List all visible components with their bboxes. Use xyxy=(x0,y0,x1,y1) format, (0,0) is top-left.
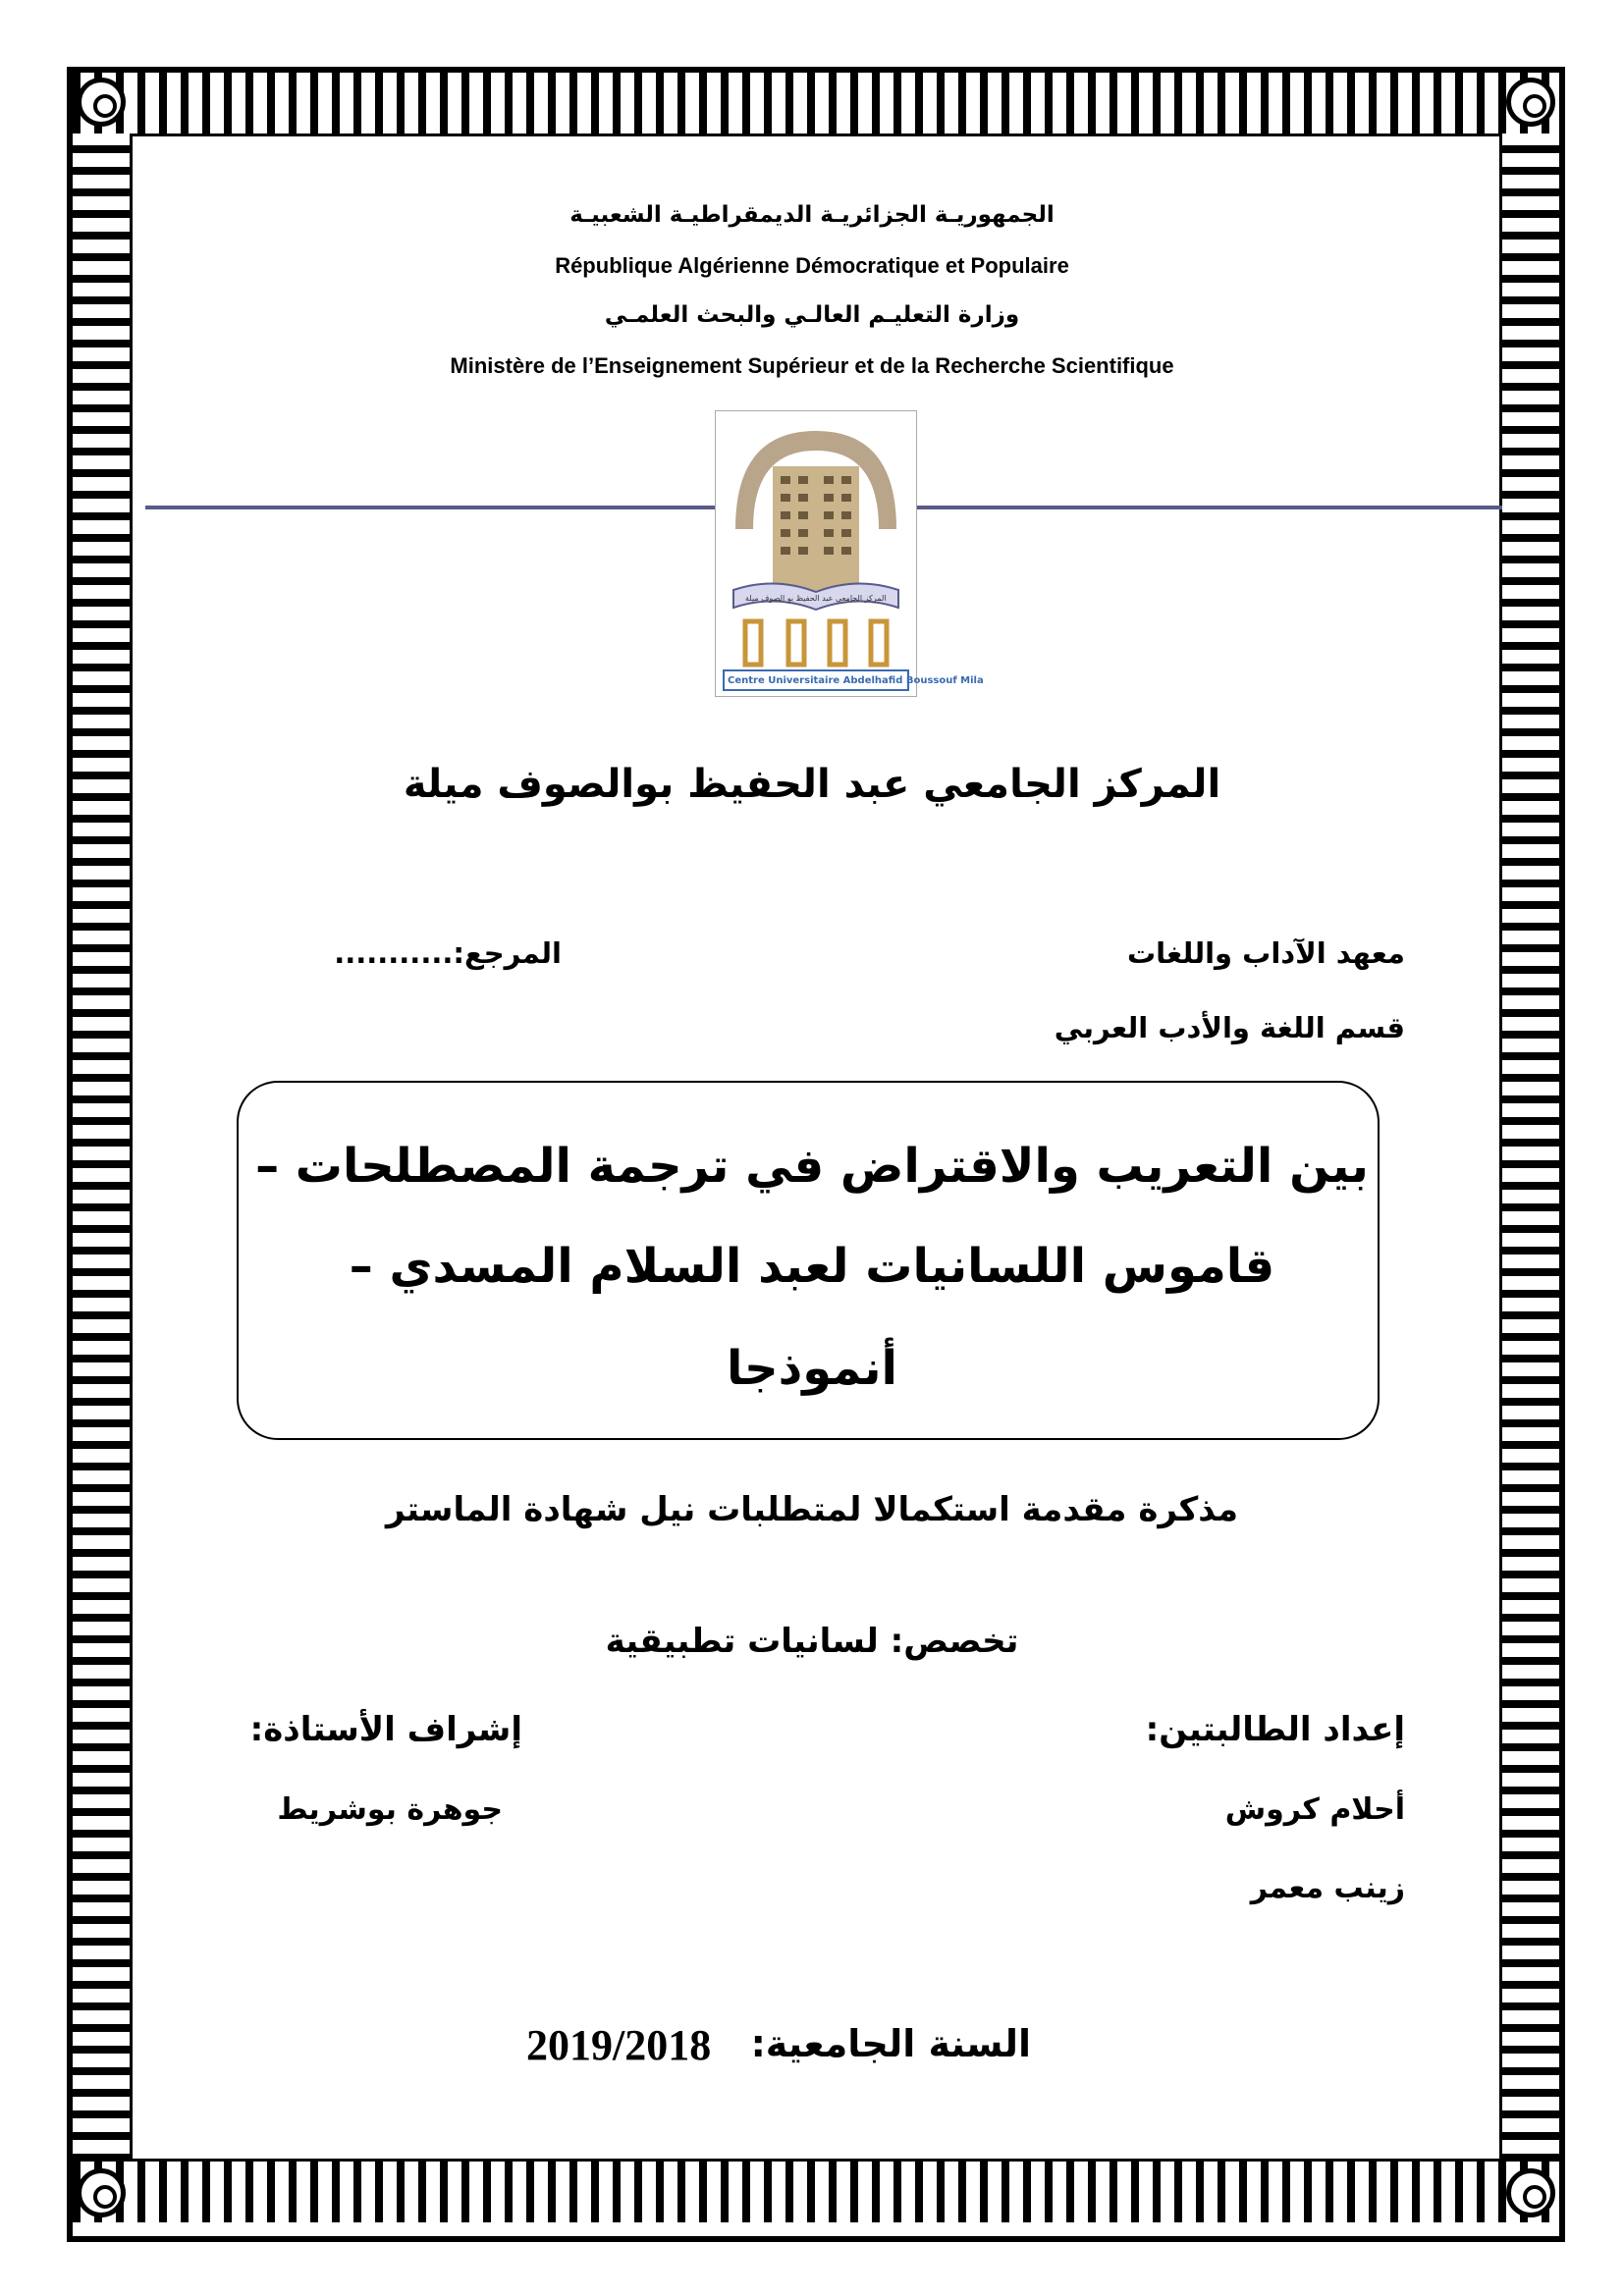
supervisor-label: إشراف الأستاذة: xyxy=(249,1710,522,1749)
thesis-subtitle: مذكرة مقدمة استكمالا لمتطلبات نيل شهادة الماستر xyxy=(385,1490,1238,1529)
supervisor-name: جوهرة بوشريط xyxy=(277,1792,503,1827)
thesis-title-line3: أنموذجا xyxy=(727,1341,897,1396)
ministry-french: Ministère de l’Enseignement Supérieur et de la Recherche Scientifique xyxy=(450,353,1174,378)
reference-field: المرجع:........... xyxy=(334,936,562,970)
institution-name: المركز الجامعي عبد الحفيظ بوالصوف ميلة xyxy=(403,762,1221,807)
republic-french: République Algérienne Démocratique et Populaire xyxy=(555,253,1069,278)
specialty: تخصص: لسانيات تطبيقية xyxy=(605,1622,1019,1661)
logo-caption-french: Centre Universitaire Abdelhafid Boussouf Mila xyxy=(728,675,984,686)
students-label: إعداد الطالبتين: xyxy=(1145,1710,1405,1749)
academic-year-value: 2019/2018 xyxy=(526,2021,712,2069)
border-pattern-top xyxy=(73,73,1559,133)
student-name-2: زينب معمر xyxy=(1250,1871,1405,1905)
ministry-arabic: وزارة التعليـم العالـي والبحث العلمـي xyxy=(604,302,1020,328)
republic-arabic: الجمهوريـة الجزائريـة الديمقراطيـة الشعبيـة xyxy=(569,202,1055,228)
institute-name: معهد الآداب واللغات xyxy=(1126,936,1405,970)
academic-year-label: السنة الجامعية: xyxy=(750,2022,1031,2065)
thesis-title-line2: قاموس اللسانيات لعبد السلام المسدي – xyxy=(349,1239,1275,1294)
corner-ornament-icon xyxy=(77,78,126,127)
border-pattern-bottom xyxy=(73,2162,1559,2222)
department-name: قسم اللغة والأدب العربي xyxy=(1054,1011,1405,1044)
corner-ornament-icon xyxy=(1506,2168,1555,2217)
building-logo-icon xyxy=(716,411,916,696)
corner-ornament-icon xyxy=(77,2168,126,2217)
corner-ornament-icon xyxy=(1506,78,1555,127)
student-name-1: أحلام كروش xyxy=(1224,1792,1405,1827)
logo-caption-arabic: المركز الجامعي عبد الحفيظ بو الصوف ميلة xyxy=(745,594,887,603)
university-logo xyxy=(715,410,984,697)
thesis-title-line1: بين التعريب والاقتراض في ترجمة المصطلحات – xyxy=(255,1139,1369,1194)
